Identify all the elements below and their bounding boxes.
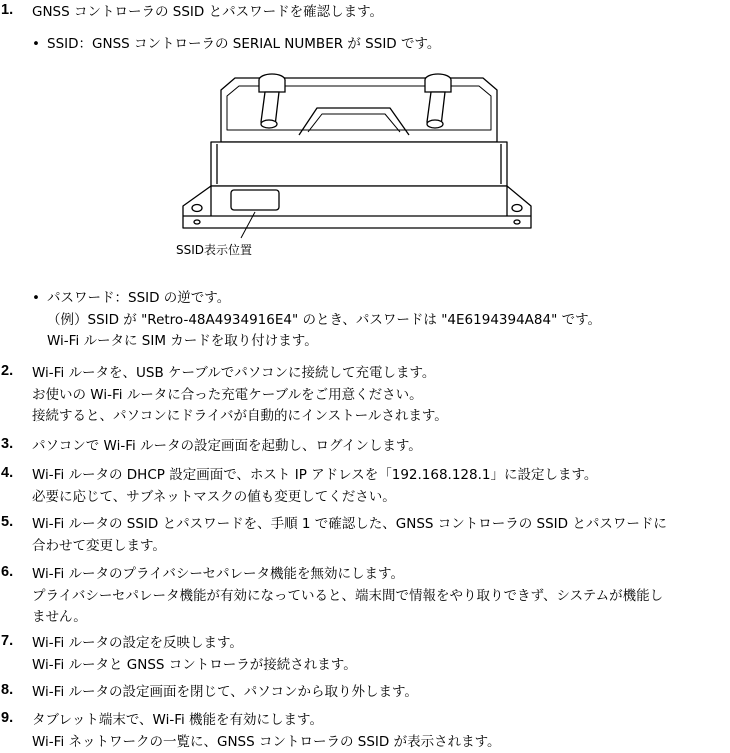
step-line: 必要に応じて、サブネットマスクの値も変更してください。 — [32, 487, 726, 509]
figure-caption: SSID表示位置 — [176, 241, 252, 258]
step-number: 5. — [1, 514, 25, 530]
step-line: GNSS コントローラの SSID とパスワードを確認します。 — [32, 2, 726, 24]
step-number: 4. — [1, 465, 25, 481]
step-number: 8. — [1, 682, 25, 698]
step-text — [32, 564, 726, 629]
step-text — [32, 514, 726, 557]
bullet-line-2: （例）SSID が "Retro-48A4934916E4" のとき、パスワードは "4E6194394A84" です。 — [47, 310, 601, 332]
step-line: Wi-Fi ルータの SSID とパスワードを、手順 1 で確認した、GNSS コントローラの SSID とパスワードに — [32, 514, 726, 536]
bullet-dot: • — [32, 288, 40, 309]
step-number: 7. — [1, 633, 25, 649]
step-text — [32, 682, 726, 704]
step-text — [32, 710, 726, 753]
step-number: 1. — [1, 2, 25, 18]
step-text — [32, 633, 726, 676]
bullet-line — [47, 288, 601, 353]
step-text — [32, 436, 726, 458]
step-line: タブレット端末で、Wi-Fi 機能を有効にします。 — [32, 710, 726, 732]
device-illustration — [175, 70, 535, 260]
gnss-controller-drawing — [175, 70, 535, 260]
step-line: ません。 — [32, 607, 726, 629]
step-number: 2. — [1, 363, 25, 379]
step-line: プライバシーセパレータ機能が有効になっていると、端末間で情報をやり取りできず、システムが機能し — [32, 586, 726, 608]
step-text — [32, 363, 726, 428]
step-line: Wi-Fi ルータの設定を反映します。 — [32, 633, 726, 655]
step-line: 合わせて変更します。 — [32, 536, 726, 558]
step-text — [32, 465, 726, 508]
step-line: Wi-Fi ルータと GNSS コントローラが接続されます。 — [32, 655, 726, 677]
step-number: 6. — [1, 564, 25, 580]
bullet-line: SSID：GNSS コントローラの SERIAL NUMBER が SSID です。 — [47, 34, 440, 56]
step-line: 接続すると、パソコンにドライバが自動的にインストールされます。 — [32, 406, 726, 428]
step-line: Wi-Fi ルータを、USB ケーブルでパソコンに接続して充電します。 — [32, 363, 726, 385]
step-line: Wi-Fi ルータのプライバシーセパレータ機能を無効にします。 — [32, 564, 726, 586]
bullet-line-1: パスワード：SSID の逆です。 — [47, 288, 601, 310]
bullet-line-3: Wi-Fi ルータに SIM カードを取り付けます。 — [47, 331, 601, 353]
step-number: 3. — [1, 436, 25, 452]
step-number: 9. — [1, 710, 25, 726]
step-line: お使いの Wi-Fi ルータに合った充電ケーブルをご用意ください。 — [32, 385, 726, 407]
step-line: Wi-Fi ルータの DHCP 設定画面で、ホスト IP アドレスを「192.168.128.1」に設定します。 — [32, 465, 726, 487]
step-line: Wi-Fi ルータの設定画面を閉じて、パソコンから取り外します。 — [32, 682, 726, 704]
step-line: パソコンで Wi-Fi ルータの設定画面を起動し、ログインします。 — [32, 436, 726, 458]
step-text — [32, 2, 726, 24]
step-line: Wi-Fi ネットワークの一覧に、GNSS コントローラの SSID が表示されます。 — [32, 732, 726, 753]
bullet-dot: • — [32, 34, 40, 55]
